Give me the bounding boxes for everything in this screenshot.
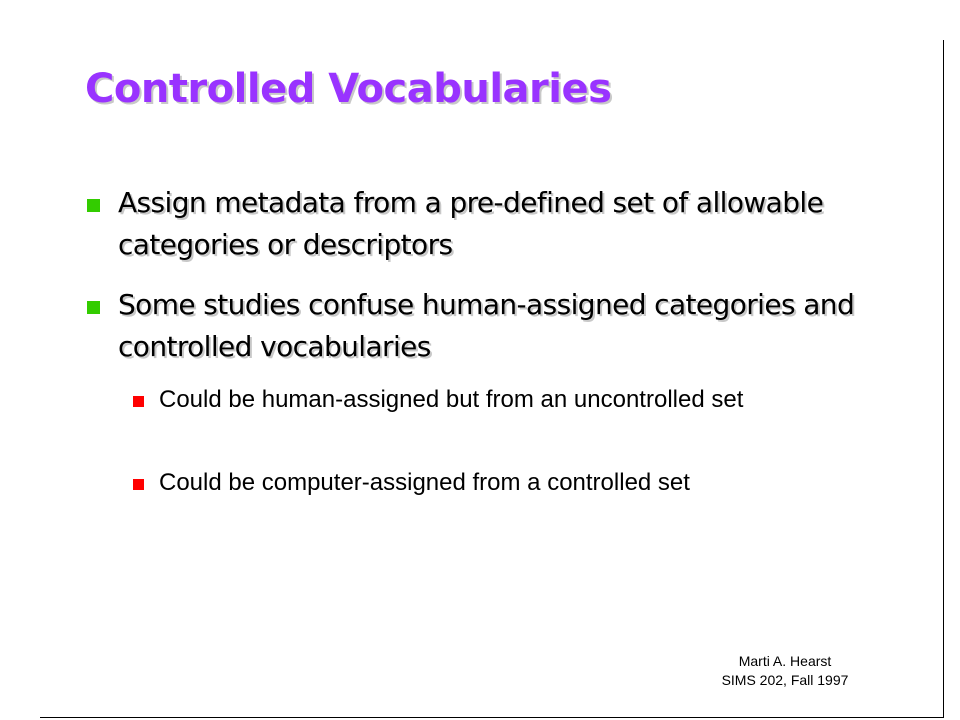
sub-bullet-item: Could be computer-assigned from a controlled set [159,469,690,496]
bullet-item: Some studies confuse human-assigned categories and controlled vocabularies [118,288,855,363]
bullet-square-icon [87,199,100,212]
slide-footer [660,652,910,690]
slide-title: Controlled Vocabularies [85,66,612,112]
footer-course: SIMS 202, Fall 1997 [721,672,849,688]
bullet-square-icon [87,301,100,314]
sub-bullet-square-icon [133,396,144,407]
sub-bullet-item: Could be human-assigned but from an uncontrolled set [159,386,744,413]
slide-border-bottom [40,717,944,718]
sub-bullet-square-icon [133,479,144,490]
slide-border-right [943,40,944,718]
footer-author: Marti A. Hearst [738,653,832,669]
bullet-item: Assign metadata from a pre-defined set of allowable categories or descriptors [118,186,824,261]
